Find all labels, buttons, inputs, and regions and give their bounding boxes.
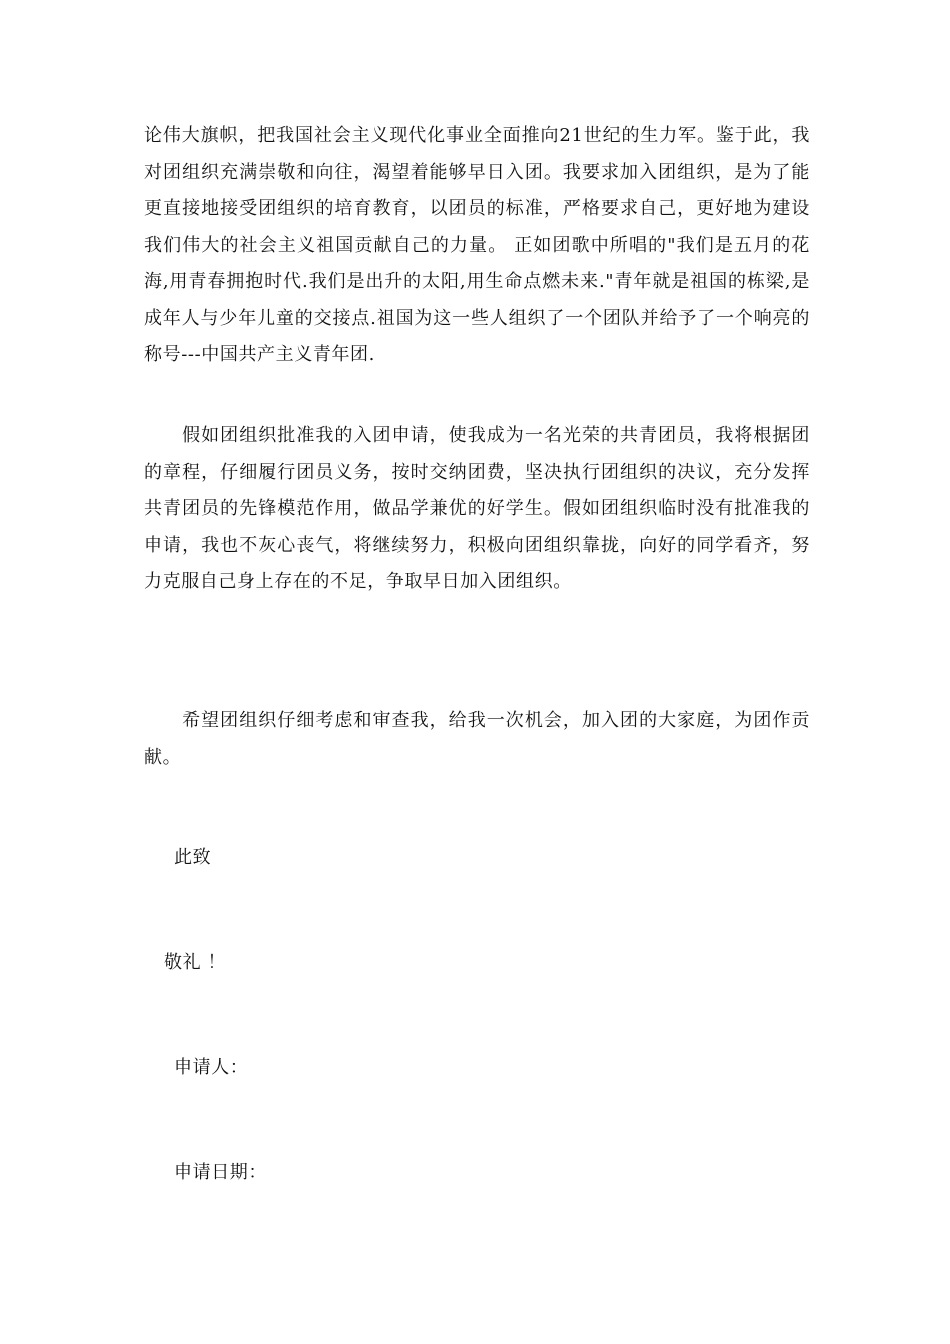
paragraph-body-2: 假如团组织批准我的入团申请，使我成为一名光荣的共青团员，我将根据团的章程，仔细履行团员义务，按时交纳团费，坚决执行团组织的决议，充分发挥共青团员的先锋模范作用，做品学兼优的好学生。假如团组织临时没有批准我的申请，我也不灰心丧气，将继续努力，积极向团组织靠拢，向好的同学看齐，努力克服自己身上存在的不足，争取早日加入团组织。 [144, 425, 810, 592]
paragraph-body-3: 希望团组织仔细考虑和审查我，给我一次机会，加入团的大家庭，为团作贡献。 [144, 710, 810, 768]
applicant-label: 申请人： [174, 1057, 249, 1078]
application-date-label: 申请日期： [174, 1162, 267, 1183]
salutation: 此致 [174, 847, 212, 868]
paragraph-body-1: 论伟大旗帜，把我国社会主义现代化事业全面推向21世纪的生力军。鉴于此，我对团组织充满崇敬和向往，渴望着能够早日入团。我要求加入团组织，是为了能更直接地接受团组织的培育教育，以团员的标准，严格要求自己，更好地为建设我们伟大的社会主义祖国贡献自己的力量。 正如团歌中所唱的"我们是五月的花海,用青春拥抱时代.我们是出升的太阳,用生命点燃未来."青年就是祖国的栋梁,是成年人与少年儿童的交接点.祖国为这一些人组织了一个团队并给予了一个响亮的称号---中国共产主义青年团. [144, 125, 810, 365]
closing-regards: 敬礼 ！ [164, 952, 227, 973]
